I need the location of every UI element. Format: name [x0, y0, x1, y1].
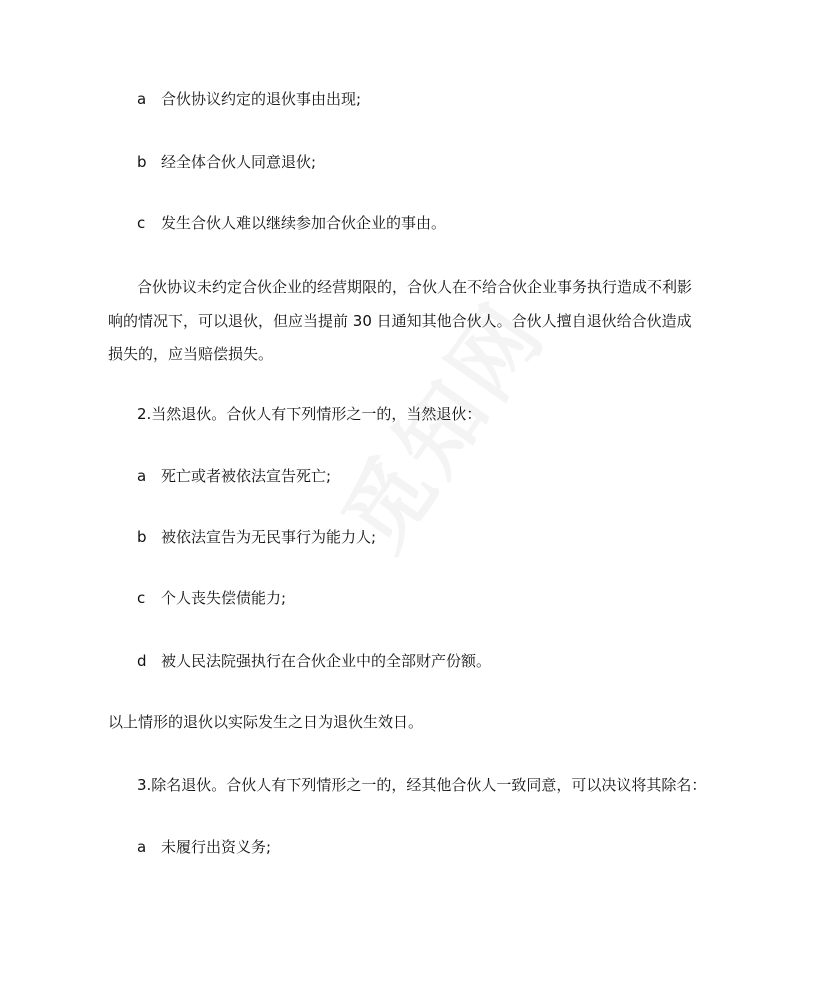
item-text: 未履行出资义务;	[161, 838, 272, 856]
paragraph-line: 响的情况下，可以退伙，但应当提前 30 日通知其他合伙人。合伙人擅自退伙给合伙造成	[108, 312, 692, 330]
section-heading: 3.除名退伙。合伙人有下列情形之一的，经其他合伙人一致同意，可以决议将其除名：	[137, 776, 707, 794]
list-item	[137, 527, 376, 547]
item-text: 合伙协议约定的退伙事由出现;	[161, 90, 362, 108]
list-item	[137, 466, 331, 486]
list-item	[137, 837, 271, 857]
section-heading: 2.当然退伙。合伙人有下列情形之一的，当然退伙：	[137, 405, 482, 423]
item-text: 发生合伙人难以继续参加合伙企业的事由。	[161, 214, 447, 232]
item-label: b	[137, 153, 147, 171]
item-label: a	[137, 467, 147, 485]
item-label: a	[137, 90, 147, 108]
item-text: 被人民法院强执行在合伙企业中的全部财产份额。	[161, 652, 492, 670]
item-label: d	[137, 652, 147, 670]
list-item	[137, 152, 316, 172]
item-label: a	[137, 838, 147, 856]
paragraph-line: 以上情形的退伙以实际发生之日为退伙生效日。	[108, 713, 424, 731]
paragraph-line: 合伙协议未约定合伙企业的经营期限的，合伙人在不给合伙企业事务执行造成不利影	[137, 278, 693, 296]
item-text: 被依法宣告为无民事行为能力人;	[161, 528, 377, 546]
list-item	[137, 213, 446, 233]
item-label: c	[137, 214, 146, 232]
item-text: 个人丧失偿债能力;	[161, 589, 287, 607]
item-text: 经全体合伙人同意退伙;	[161, 153, 317, 171]
paragraph-line: 损失的，应当赔偿损失。	[108, 345, 274, 363]
list-item	[137, 89, 361, 109]
item-text: 死亡或者被依法宣告死亡;	[161, 467, 332, 485]
item-label: b	[137, 528, 147, 546]
list-item	[137, 588, 286, 608]
list-item	[137, 651, 491, 671]
item-label: c	[137, 589, 146, 607]
